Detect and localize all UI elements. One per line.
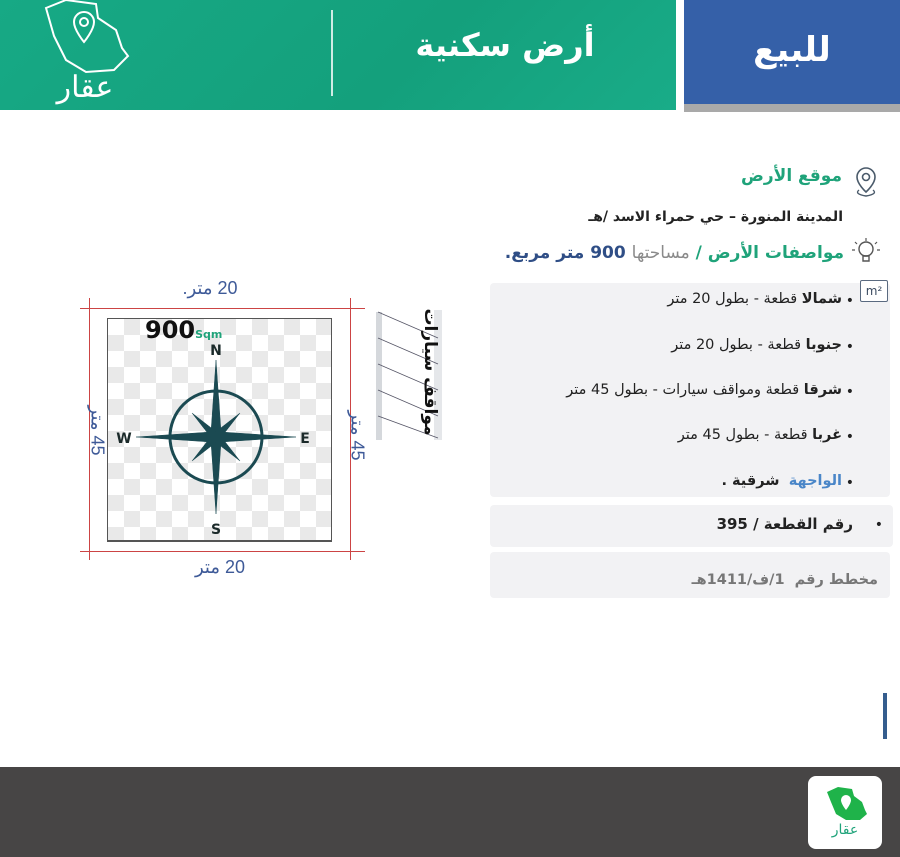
plan-number-box [490, 552, 890, 598]
specs-heading: مواصفات الأرض / [695, 243, 844, 263]
logo-text: عقار [56, 71, 114, 104]
plan-number: مخطط رقم 1/ف/1411هـ [691, 572, 878, 588]
area-label: مساحتها [631, 243, 690, 263]
address-text: المدينة المنورة – حي حمراء الاسد /هـ [588, 209, 843, 225]
dimension-top: 20 متر. [182, 278, 238, 298]
footer-logo[interactable] [808, 776, 882, 849]
area-value: 900 [590, 243, 626, 263]
saudi-map-logo-icon [36, 0, 136, 80]
compass-east: E [300, 431, 310, 447]
dimension-bottom: 20 متر [194, 557, 246, 577]
boundary-west: غربا قطعة - بطول 45 متر [677, 427, 842, 443]
plot-number-box: • رقم القطعة / 395 [490, 505, 893, 547]
area-m2-icon: m² [860, 280, 888, 302]
saudi-map-icon [824, 786, 868, 822]
compass-north: N [210, 343, 222, 359]
specs-line [505, 243, 844, 263]
boundaries-box: • شمالا قطعة - بطول 20 متر • جنوبا قطعة - بطول 20 متر • شرقا قطعة ومواقف سيارات - بطول 45 متر • غربا قطعة - بطول 45 متر • الواجهة شرقية . [490, 283, 890, 497]
compass-rose-icon [112, 335, 326, 540]
boundary-north: شمالا قطعة - بطول 20 متر [667, 291, 842, 307]
sale-status: للبيع [753, 30, 831, 70]
compass-south: S [210, 522, 222, 538]
footer [0, 767, 900, 857]
area-unit: متر مربع. [504, 243, 585, 263]
location-pin-icon [853, 166, 879, 198]
location-heading: موقع الأرض [741, 166, 842, 186]
plot-number: رقم القطعة / 395 [716, 515, 853, 533]
dimension-left: 45 متر [87, 405, 108, 456]
boundary-line-top [80, 308, 365, 309]
facade: الواجهة شرقية . [721, 473, 842, 489]
boundary-east: شرقا قطعة ومواقف سيارات - بطول 45 متر [566, 382, 842, 398]
plot-area-label: 900Sqm [145, 316, 223, 344]
vertical-accent-bar [883, 693, 887, 739]
dimension-right: 45 متر [347, 410, 368, 461]
boundary-line-bottom [80, 551, 365, 552]
property-type-title: أرض سكنية [415, 26, 595, 64]
boundary-south: جنوبا قطعة - بطول 20 متر [671, 337, 842, 353]
parking-label: مواقف سيارات [420, 308, 440, 436]
lightbulb-icon [850, 236, 882, 266]
compass-west: W [116, 431, 132, 447]
header-divider [331, 10, 333, 96]
banner-shadow [684, 104, 900, 112]
footer-logo-text: عقار [831, 822, 859, 838]
